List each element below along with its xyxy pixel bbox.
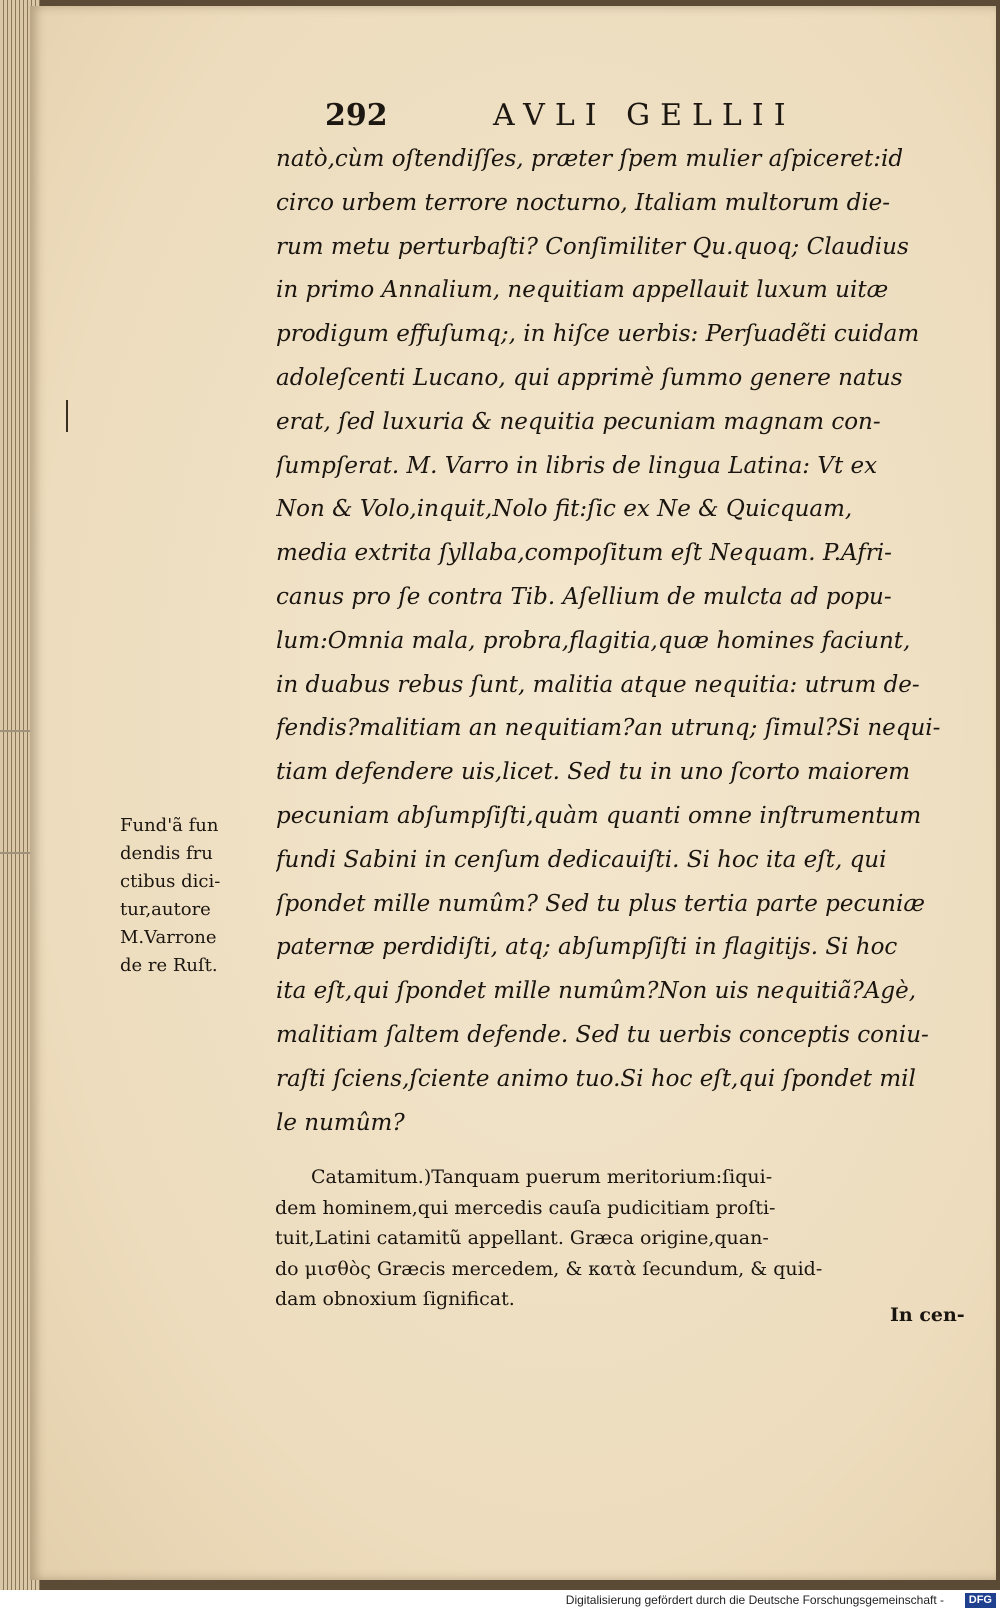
margin-note-line: Fund'ã fun	[120, 815, 219, 836]
page-number: 292	[325, 98, 388, 133]
text-line: raſti ſciens,ſciente animo tuo.Si hoc eſt,qui ſpondet mil	[276, 1065, 916, 1092]
text-line: rum metu perturbaſti? Conſimiliter Qu.quoq; Claudius	[276, 233, 909, 260]
text-line: prodigum effuſumq;, in hiſce uerbis: Perſuadẽti cuidam	[276, 321, 920, 348]
text-line: ſumpſerat. M. Varro in libris de lingua Latina: Vt ex	[276, 452, 878, 479]
text-line: Non & Volo,inquit,Nolo fit:ſic ex Ne & Quicquam,	[276, 496, 853, 523]
margin-note-line: ctibus dici-	[120, 871, 221, 892]
margin-mark	[66, 400, 68, 432]
margin-note-line: dendis fru	[120, 843, 213, 864]
text-line: ita eſt,qui ſpondet mille numûm?Non uis nequitiã?Agè,	[276, 978, 917, 1005]
text-line: media extrita ſyllaba,compoſitum eſt Nequam. P.Afri-	[276, 540, 892, 567]
text-line: tiam defendere uis,licet. Sed tu in uno ſcorto maiorem	[276, 759, 911, 786]
text-line: ſpondet mille numûm? Sed tu plus tertia parte pecuniæ	[276, 890, 925, 917]
margin-note-line: M.Varrone	[120, 927, 217, 948]
text-line: fundi Sabini in cenſum dedicauiſti. Si hoc ita eſt, qui	[276, 846, 887, 873]
dfg-logo: DFG	[965, 1593, 996, 1608]
margin-note-line: tur,autore	[120, 899, 211, 920]
commentary-line: Catamitum.)Tanquam puerum meritorium:ſiqui-	[311, 1166, 773, 1188]
text-line: in primo Annalium, nequitiam appellauit luxum uitæ	[276, 277, 889, 304]
text-line: circo urbem terrore nocturno, Italiam multorum die-	[276, 189, 891, 216]
marginal-note	[120, 812, 270, 980]
text-line: in duabus rebus ſunt, malitia atque nequitia: utrum de-	[276, 671, 920, 698]
funding-credit: Digitalisierung gefördert durch die Deutsche Forschungsgemeinschaft -	[565, 1593, 944, 1607]
page-header	[325, 98, 885, 142]
catchword: In cen-	[890, 1304, 965, 1326]
text-line: paternæ perdidiſti, atq; abſumpſiſti in flagitijs. Si hoc	[276, 934, 898, 961]
text-line: canus pro ſe contra Tib. Aſellium de mulcta ad popu-	[276, 583, 892, 610]
commentary-line: tuit,Latini catamitũ appellant. Græca origine,quan-	[275, 1227, 769, 1249]
running-title: AVLI GELLII	[493, 98, 796, 133]
footer-bar	[0, 1592, 1000, 1611]
text-line: fendis?malitiam an nequitiam?an utrunq; ſimul?Si nequi-	[276, 715, 941, 742]
text-line: pecuniam abſumpſiſti,quàm quanti omne inſtrumentum	[276, 802, 922, 829]
margin-note-line: de re Ruſt.	[120, 955, 218, 976]
text-line: adoleſcenti Lucano, qui apprimè ſummo genere natus	[276, 364, 903, 391]
text-line: le numûm?	[276, 1109, 405, 1136]
text-line: lum:Omnia mala, probra,flagitia,quæ homines faciunt,	[276, 627, 911, 654]
commentary-line: dem hominem,qui mercedis cauſa pudicitiam proſti-	[275, 1196, 776, 1219]
text-line: natò,cùm oſtendiſſes, præter ſpem mulier aſpiceret:id	[276, 146, 904, 172]
text-line: malitiam ſaltem defende. Sed tu uerbis conceptis coniu-	[276, 1021, 929, 1048]
commentary-block	[275, 1162, 970, 1315]
main-text-block	[276, 138, 966, 1145]
commentary-line: dam obnoxium ſignificat.	[275, 1288, 515, 1310]
commentary-line: do μισθὸς Græcis mercedem, & κατὰ ſecundum, & quid-	[275, 1257, 823, 1280]
text-line: erat, ſed luxuria & nequitia pecuniam magnam con-	[276, 408, 881, 435]
